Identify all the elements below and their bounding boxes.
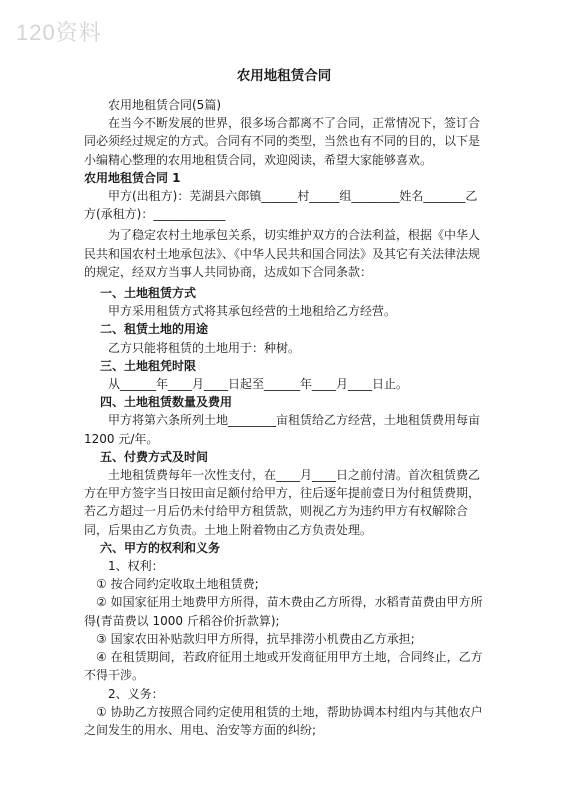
- contract-heading: 农用地租赁合同 1: [84, 170, 181, 185]
- intro-paragraph: 在当今不断发展的世界，很多场合都离不了合同，正常情况下，签订合同必须经过规定的方式。合同有不同的类型，当然也有不同的目的，以下是小编精心整理的农用地租赁合同，欢迎阅读，希望大家能够喜欢。: [84, 116, 481, 167]
- section-1-heading: 一、土地租赁方式: [100, 286, 197, 301]
- section-5-body: 土地租赁费每年一次性支付，在____月____日之前付清。首次租赁费乙方在甲方签字当日按田亩足额付给甲方，往后逐年提前壹日为付租赁费期，若乙方超过一月后仍未付给甲方租赁款，则视乙方为违约甲方有权解除合同，后果由乙方负责。土地上附着物由乙方负责处理。: [84, 468, 481, 537]
- section-2-heading: 二、租赁土地的用途: [100, 322, 209, 337]
- section-1-body: 甲方采用租赁方式将其承包经营的土地租给乙方经营。: [108, 304, 397, 319]
- document-page: [84, 66, 484, 739]
- document-title: 农用地租赁合同: [236, 68, 332, 84]
- section-2-body: 乙方只能将租赁的土地用于：种树。: [108, 340, 301, 355]
- right-item-1: ① 按合同约定收取土地租赁费;: [96, 577, 259, 592]
- duties-label: 2、义务：: [108, 686, 164, 701]
- section-4-heading: 四、土地租赁数量及费用: [100, 395, 233, 410]
- section-3-body: 从______年____月____日起至______年____月____日止。: [108, 377, 409, 392]
- section-5-heading: 五、付费方式及时间: [100, 449, 209, 464]
- right-item-3: ③ 国家农田补贴款归甲方所得，抗旱排涝小机费由乙方承担;: [96, 631, 415, 646]
- party-info: 甲方(出租方)：芜湖县六郎镇______村_____组________姓名_______乙方(承租方)：____________: [84, 189, 478, 222]
- section-6-heading: 六、甲方的权利和义务: [100, 540, 221, 555]
- section-4-body: 甲方将第六条所列土地________亩租赁给乙方经营，土地租赁费用每亩 1200 元/年。: [84, 413, 481, 446]
- duty-item-1: ① 协助乙方按照合同约定使用租赁的土地，帮助协调本村组内与其他农户之间发生的用水、用电、治安等方面的纠纷;: [84, 704, 483, 737]
- watermark-logo: 120资料: [16, 20, 102, 45]
- intro-subtitle: 农用地租赁合同(5篇): [108, 98, 221, 112]
- section-3-heading: 三、土地租凭时限: [100, 358, 197, 373]
- right-item-2: ② 如国家征用土地费甲方所得，苗木费由乙方所得，水稻青苗费由甲方所得(青苗费以 1000 斤稻谷价折款算);: [84, 595, 483, 628]
- rights-label: 1、权利：: [108, 559, 164, 574]
- right-item-4: ④ 在租赁期间，若政府征用土地或开发商征用甲方土地，合同终止，乙方不得干涉。: [84, 650, 483, 683]
- preamble-paragraph: 为了稳定农村土地承包关系，切实维护双方的合法利益，根据《中华人民共和国农村土地承包法》、《中华人民共和国合同法》及其它有关法律法规的规定，经双方当事人共同协商，达成如下合同条款：: [84, 228, 481, 279]
